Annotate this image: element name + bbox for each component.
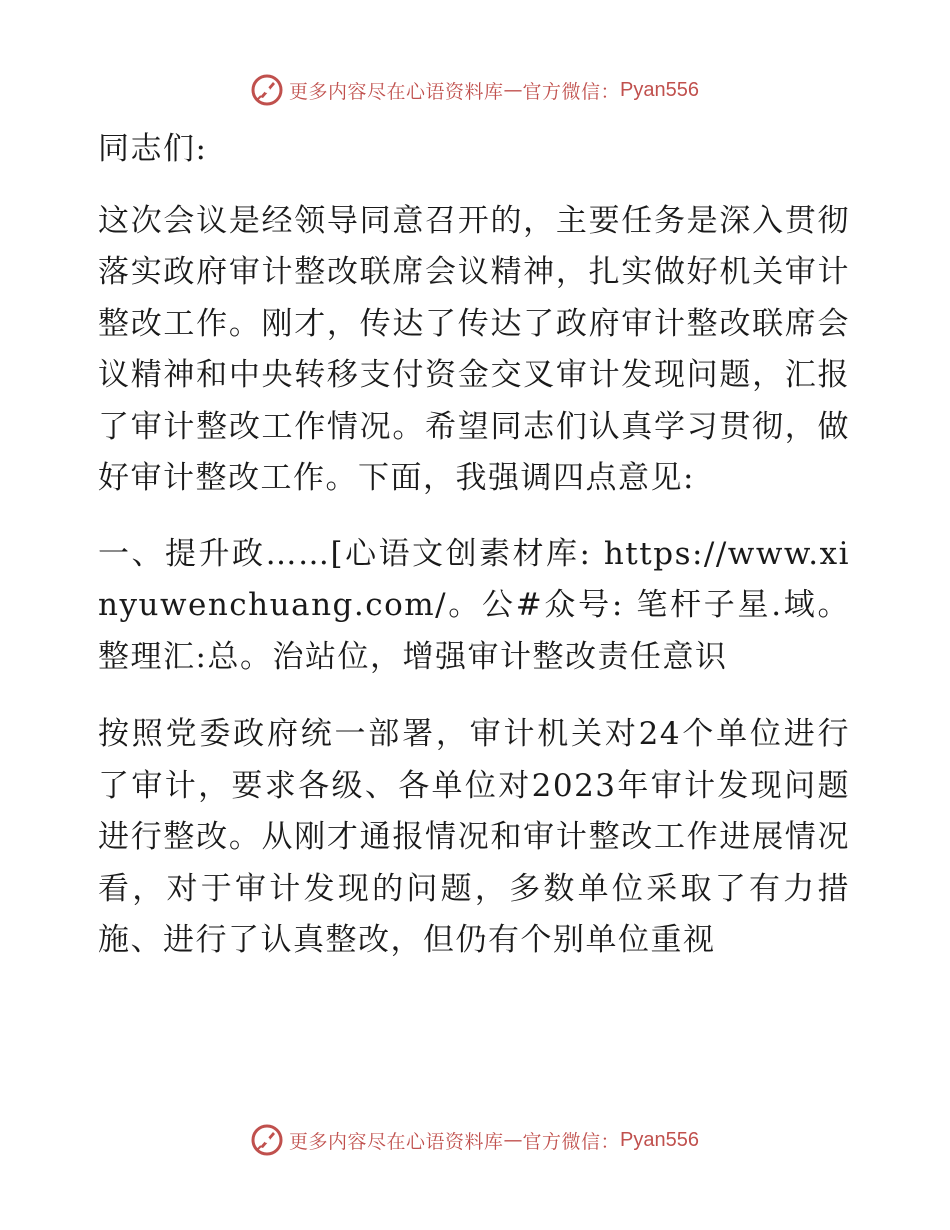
salutation: 同志们: — [98, 131, 208, 167]
feather-pen-logo-icon — [251, 1124, 283, 1156]
watermark-separator: — — [503, 79, 523, 101]
watermark-wechat-label: 官方微信： — [522, 80, 621, 103]
watermark-separator: — — [503, 1129, 523, 1151]
paragraph-intro: 这次会议是经领导同意召开的，主要任务是深入贯彻落实政府审计整改联席会议精神，扎实做好机关审计整改工作。刚才，传达了传达了政府审计整改联席会议精神和中央转移支付资金交叉审计发现问题，汇报了审计整改工作情况。希望同志们认真学习贯彻，做好审计整改工作。下面，我强调四点意见: — [98, 202, 850, 496]
watermark-wechat-id: Pyan556 — [620, 1128, 699, 1151]
paragraph-body: 按照党委政府统一部署，审计机关对24个单位进行了审计，要求各级、各单位对2023年审计发现问题进行整改。从刚才通报情况和审计整改工作进展情况看，对于审计发现的问题，多数单位采取了有力措施、进行了认真整改，但仍有个别单位重视 — [98, 716, 850, 958]
watermark-text: 更多内容尽在心语资料库 — [289, 80, 504, 103]
feather-pen-logo-icon — [251, 74, 283, 106]
footer-watermark — [0, 1120, 950, 1160]
section-heading: 一、提升政……[心语文创素材库: https://www.xinyuwenchuang.com/。公#众号: 笔杆子星.域。整理汇:总。治站位，增强审计整改责任意识 — [98, 535, 850, 675]
document-body — [98, 124, 850, 991]
watermark-text: 更多内容尽在心语资料库 — [289, 1130, 504, 1153]
watermark-wechat-label: 官方微信： — [522, 1130, 621, 1153]
watermark-wechat-id: Pyan556 — [620, 78, 699, 101]
header-watermark — [0, 70, 950, 110]
